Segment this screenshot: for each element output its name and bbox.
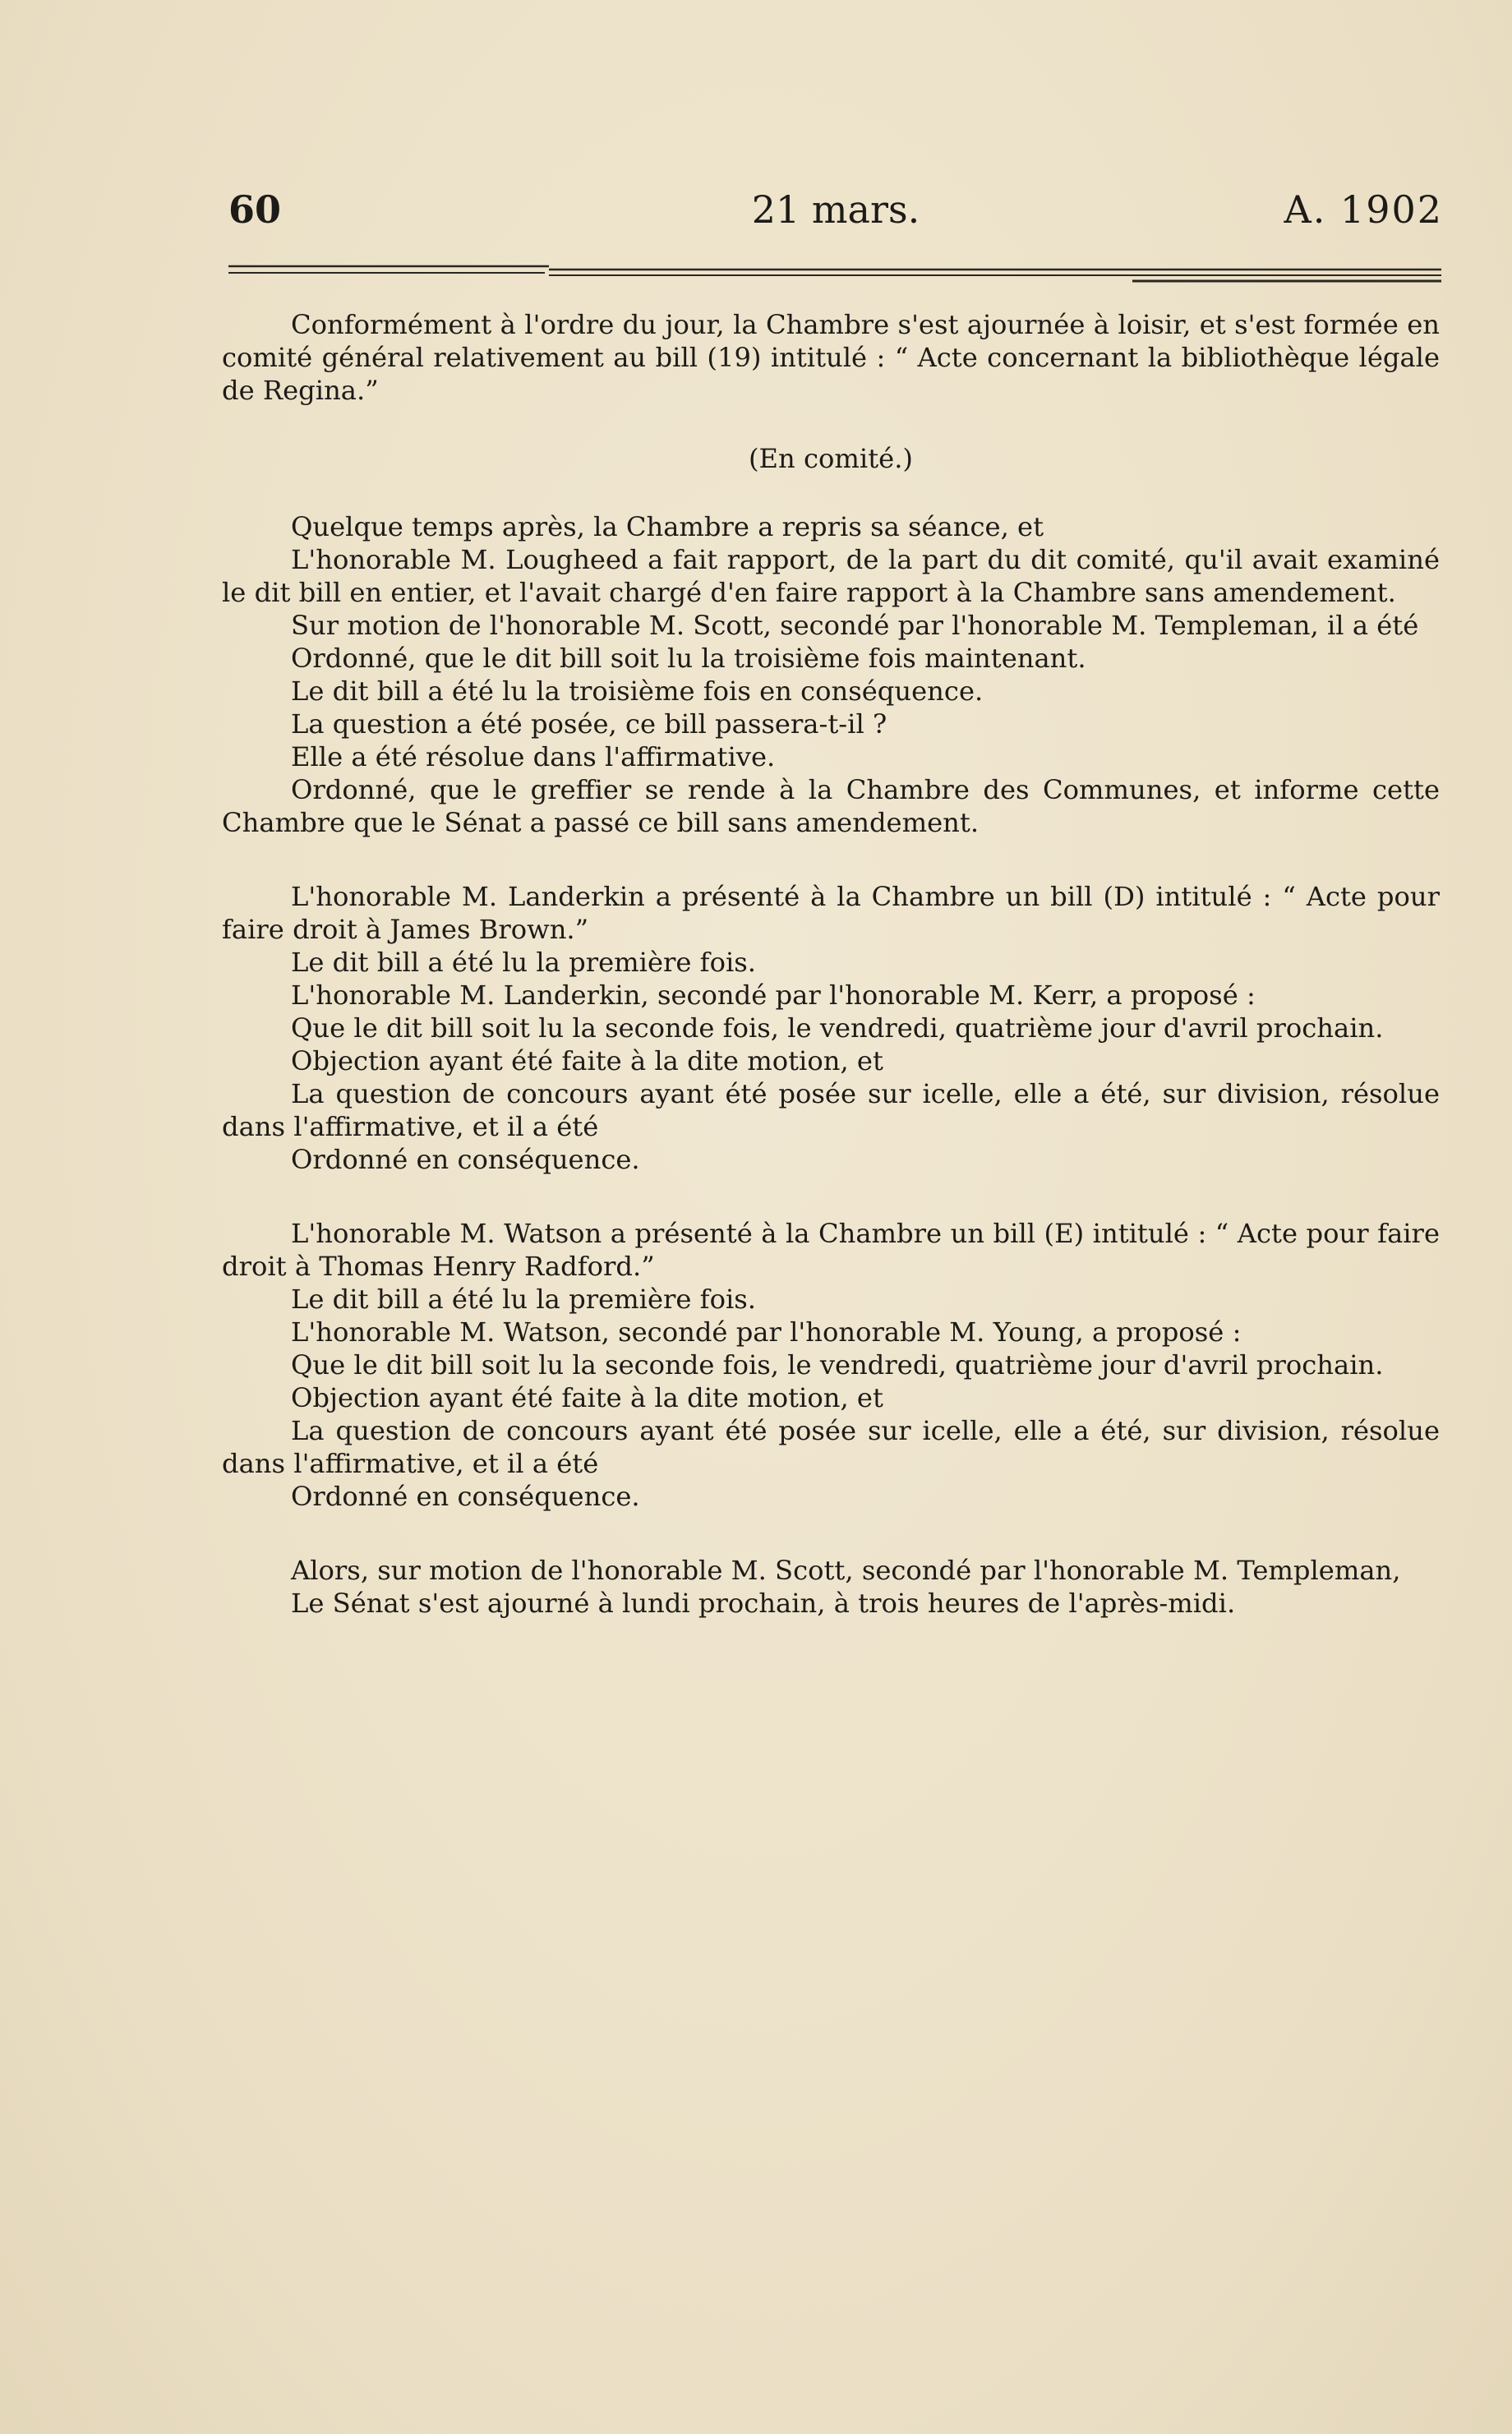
paragraph: Conformément à l'ordre du jour, la Chambre s'est ajournée à loisir, et s'est formée en comité général relativement au bill (19) intitulé : “ Acte concernant la bibliothèque légale de Regina.” <box>222 309 1440 406</box>
page-number: 60 <box>228 187 282 232</box>
paragraph: L'honorable M. Watson a présenté à la Chambre un bill (E) intitulé : “ Acte pour faire droit à Thomas Henry Radford.” <box>222 1218 1440 1282</box>
paragraph: Ordonné en conséquence. <box>291 1481 640 1512</box>
paragraph: Elle a été résolue dans l'affirmative. <box>291 741 776 772</box>
header-rule <box>228 261 1441 286</box>
paragraph: Sur motion de l'honorable M. Scott, secondé par l'honorable M. Templeman, il a été <box>291 610 1419 641</box>
document-body <box>222 308 1440 1620</box>
page-header <box>228 187 1443 237</box>
paragraph: La question a été posée, ce bill passera-t-il ? <box>291 708 887 740</box>
paragraph: Le dit bill a été lu la troisième fois en conséquence. <box>291 675 984 707</box>
paragraph: Objection ayant été faite à la dite motion, et <box>291 1045 883 1076</box>
paragraph: L'honorable M. Watson, secondé par l'honorable M. Young, a proposé : <box>291 1316 1242 1348</box>
paragraph: La question de concours ayant été posée sur icelle, elle a été, sur division, résolue dans l'affirmative, et il a été <box>222 1078 1440 1142</box>
paragraph: Ordonné, que le dit bill soit lu la troisième fois maintenant. <box>291 643 1086 674</box>
paragraph: L'honorable M. Lougheed a fait rapport, de la part du dit comité, qu'il avait examiné le dit bill en entier, et l'avait chargé d'en faire rapport à la Chambre sans amendement. <box>222 544 1440 608</box>
paragraph: Alors, sur motion de l'honorable M. Scott, secondé par l'honorable M. Templeman, <box>291 1555 1401 1586</box>
page-year: A. 1902 <box>1284 187 1443 232</box>
paragraph: L'honorable M. Landerkin a présenté à la Chambre un bill (D) intitulé : “ Acte pour faire droit à James Brown.” <box>222 881 1440 945</box>
paragraph: Quelque temps après, la Chambre a repris sa séance, et <box>291 511 1044 542</box>
paragraph: La question de concours ayant été posée sur icelle, elle a été, sur division, résolue dans l'affirmative, et il a été <box>222 1415 1440 1479</box>
section-note: (En comité.) <box>748 443 913 474</box>
paragraph: Le dit bill a été lu la première fois. <box>291 947 757 978</box>
paragraph: Le dit bill a été lu la première fois. <box>291 1284 757 1315</box>
paragraph: Objection ayant été faite à la dite motion, et <box>291 1382 883 1413</box>
paragraph: Ordonné, que le greffier se rende à la Chambre des Communes, et informe cette Chambre que le Sénat a passé ce bill sans amendement. <box>222 774 1440 838</box>
page-date: 21 mars. <box>751 187 920 232</box>
paragraph: Le Sénat s'est ajourné à lundi prochain, à trois heures de l'après-midi. <box>291 1588 1236 1619</box>
paragraph: Ordonné en conséquence. <box>291 1144 640 1175</box>
paragraph: Que le dit bill soit lu la seconde fois, le vendredi, quatrième jour d'avril prochain. <box>291 1349 1384 1381</box>
paragraph: L'honorable M. Landerkin, secondé par l'honorable M. Kerr, a proposé : <box>291 980 1256 1011</box>
paragraph: Que le dit bill soit lu la seconde fois, le vendredi, quatrième jour d'avril prochain. <box>291 1012 1384 1044</box>
